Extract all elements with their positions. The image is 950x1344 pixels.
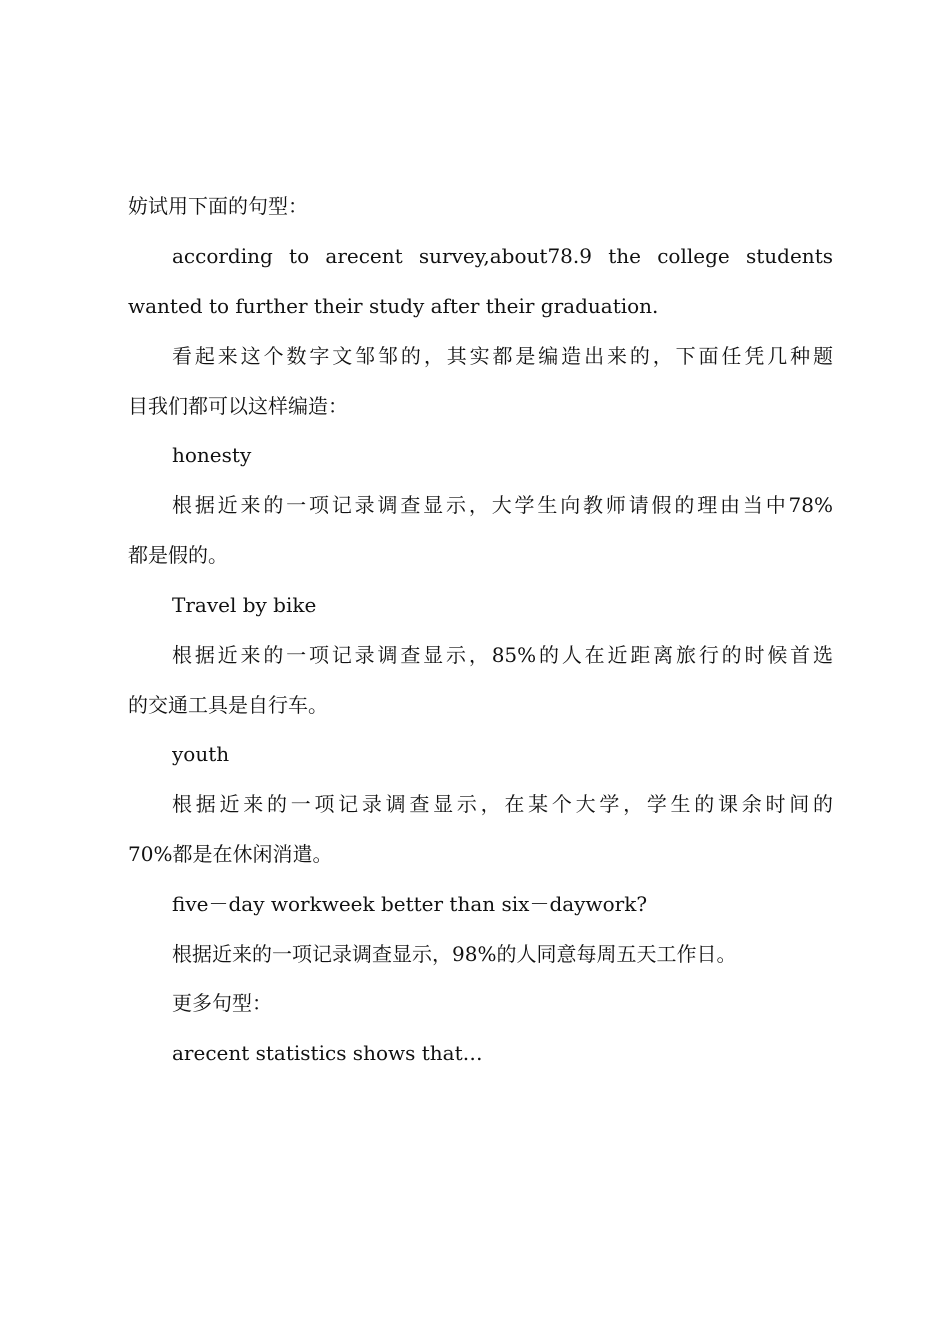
topic-heading-bike: Travel by bike [172, 593, 317, 617]
text-line-youth-2: 70%都是在休闲消遣。 [128, 842, 333, 866]
text-line-example-en-1: according to arecent survey,about78.9 the college students [172, 244, 833, 268]
text-line-bike-1: 根据近来的一项记录调查显示，85%的人在近距离旅行的时候首选 [172, 643, 833, 667]
topic-heading-youth: youth [172, 742, 230, 766]
text-line-honesty-1: 根据近来的一项记录调查显示，大学生向教师请假的理由当中78% [172, 493, 833, 517]
text-line-bike-2: 的交通工具是自行车。 [128, 693, 328, 717]
text-line-youth-1: 根据近来的一项记录调查显示，在某个大学，学生的课余时间的 [172, 792, 833, 816]
text-line-explain-2: 目我们都可以这样编造： [128, 394, 348, 418]
text-line-honesty-2: 都是假的。 [128, 543, 228, 567]
text-line-explain-1: 看起来这个数字文邹邹的，其实都是编造出来的，下面任凭几种题 [172, 344, 833, 368]
text-line-workweek: 根据近来的一项记录调查显示，98%的人同意每周五天工作日。 [172, 942, 737, 966]
topic-heading-workweek: five－day workweek better than six－daywork? [172, 892, 648, 916]
topic-heading-honesty: honesty [172, 443, 252, 467]
text-line-example-en-2: wanted to further their study after their graduation. [128, 294, 659, 318]
text-line-statistics-pattern: arecent statistics shows that… [172, 1041, 483, 1065]
text-line-intro: 妨试用下面的句型： [128, 194, 308, 218]
text-line-more-patterns: 更多句型： [172, 991, 272, 1015]
